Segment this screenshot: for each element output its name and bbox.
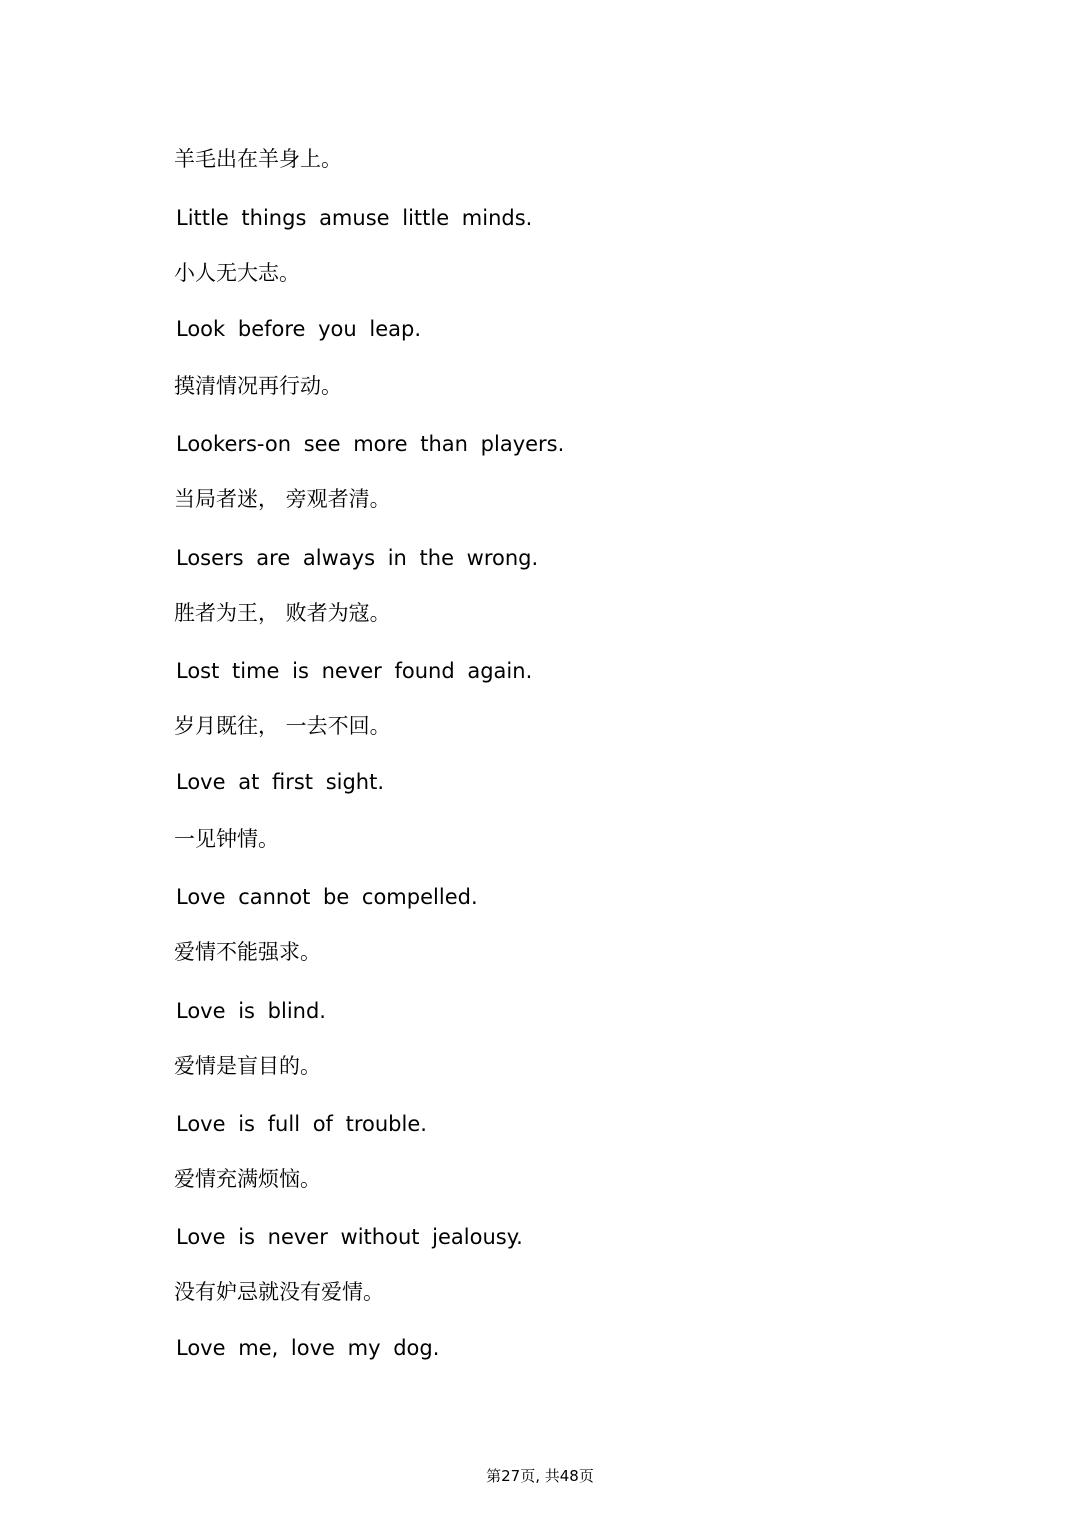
chinese-line: 胜者为王， 败者为寇。	[174, 601, 391, 625]
english-line: Love is blind.	[176, 999, 326, 1023]
chinese-line: 没有妒忌就没有爱情。	[174, 1280, 384, 1304]
chinese-line: 小人无大志。	[174, 261, 300, 285]
page-number-footer: 第27页, 共48页	[486, 1467, 594, 1485]
english-line: Lost time is never found again.	[176, 659, 533, 683]
english-line: Love is full of trouble.	[176, 1112, 427, 1136]
chinese-line: 摸清情况再行动。	[174, 374, 342, 398]
english-line: Little things amuse little minds.	[176, 206, 533, 230]
english-line: Love at first sight.	[176, 770, 385, 794]
chinese-line: 当局者迷， 旁观者清。	[174, 487, 391, 511]
english-line: Losers are always in the wrong.	[176, 546, 539, 570]
english-line: Love me, love my dog.	[176, 1336, 440, 1360]
chinese-line: 岁月既往， 一去不回。	[174, 714, 391, 738]
chinese-line: 爱情是盲目的。	[174, 1054, 321, 1078]
chinese-line: 爱情不能强求。	[174, 940, 321, 964]
chinese-line: 爱情充满烦恼。	[174, 1167, 321, 1191]
chinese-line: 一见钟情。	[174, 827, 279, 851]
english-line: Love is never without jealousy.	[176, 1225, 523, 1249]
chinese-line: 羊毛出在羊身上。	[174, 147, 342, 171]
english-line: Lookers-on see more than players.	[176, 432, 565, 456]
english-line: Love cannot be compelled.	[176, 885, 478, 909]
english-line: Look before you leap.	[176, 317, 422, 341]
